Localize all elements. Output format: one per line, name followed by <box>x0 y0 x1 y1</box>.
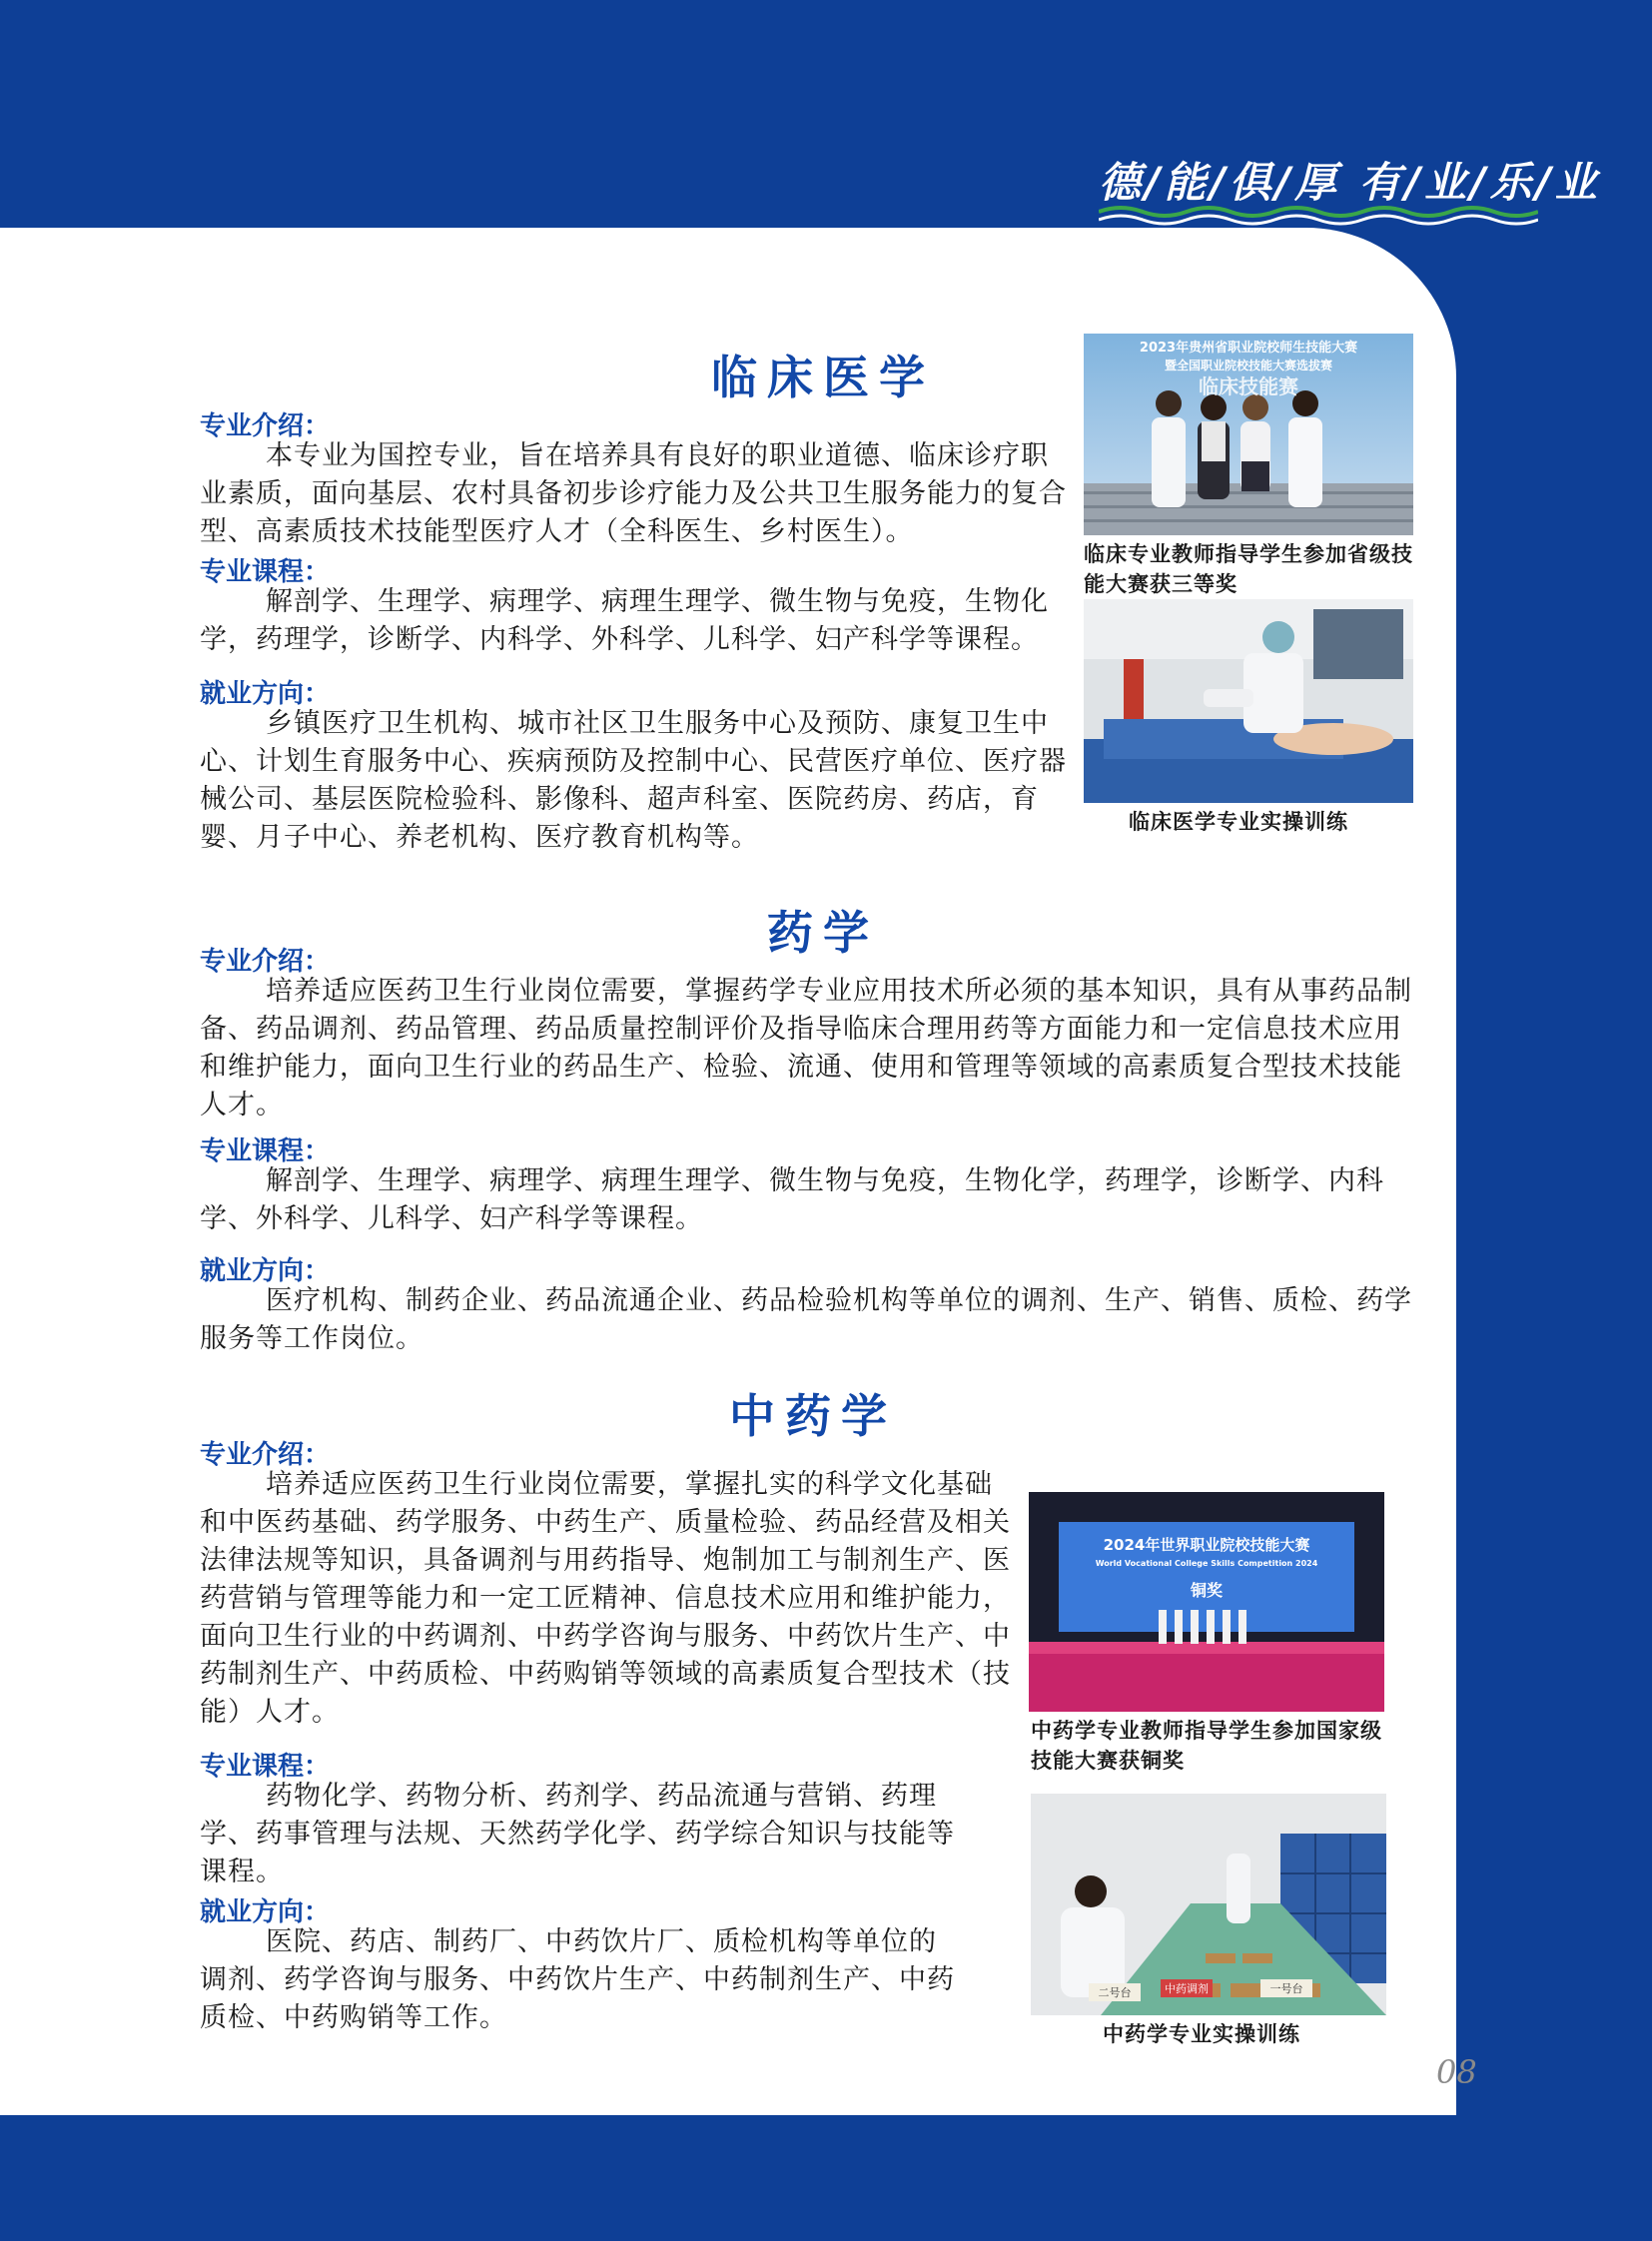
photo-clinical-practice-caption: 临床医学专业实操训练 <box>1129 810 1348 834</box>
photo-clinical-award <box>1084 334 1413 535</box>
pharmacy-courses-text: 解剖学、生理学、病理学、病理生理学、微生物与免疫，生物化学，药理学，诊断学、内科学、外科学、儿科学、妇产科学等课程。 <box>200 1165 1384 1234</box>
tcm-courses-label: 专业课程： <box>200 1752 331 1782</box>
photo4-sign-station1: 一号台 <box>1269 1982 1303 1995</box>
pharmacy-jobs-label: 就业方向： <box>200 1256 331 1286</box>
clinical-jobs-text: 乡镇医疗卫生机构、城市社区卫生服务中心及预防、康复卫生中心、计划生育服务中心、疾病预防及控制中心、民营医疗单位、医疗器械公司、基层医院检验科、影像科、超声科室、医院药房、药店，育婴、月子中心、养老机构、医疗教育机构等。 <box>200 708 1067 853</box>
photo-clinical-practice <box>1084 599 1413 803</box>
photo4-sign-station2: 二号台 <box>1098 1986 1132 1999</box>
photo1-banner-line2: 暨全国职业院校技能大赛选拔赛 <box>1164 359 1333 373</box>
tcm-jobs-label: 就业方向： <box>200 1897 331 1927</box>
photo3-banner-line2: World Vocational College Skills Competition 2024 <box>1095 1559 1318 1568</box>
clinical-intro-text: 本专业为国控专业，旨在培养具有良好的职业道德、临床诊疗职业素质，面向基层、农村具备初步诊疗能力及公共卫生服务能力的复合型、高素质技术技能型医疗人才（全科医生、乡村医生）。 <box>200 440 1067 547</box>
photo3-banner-line1: 2024年世界职业院校技能大赛 <box>1103 1536 1310 1554</box>
photo4-sign-dispensing: 中药调剂 <box>1165 1982 1209 1995</box>
tcm-intro-text: 培养适应医药卫生行业岗位需要，掌握扎实的科学文化基础和中医药基础、药学服务、中药生产、质量检验、药品经营及相关法律法规等知识，具备调剂与用药指导、炮制加工与制剂生产、医药营销与管理等能力和一定工匠精神、信息技术应用和维护能力，面向卫生行业的中药调剂、中药学咨询与服务、中药饮片生产、中药制剂生产、中药质检、中药购销等领域的高素质复合型技术（技能）人才。 <box>200 1469 1011 1728</box>
photo1-banner-line3: 临床技能赛 <box>1199 374 1298 398</box>
pharmacy-jobs-text: 医疗机构、制药企业、药品流通企业、药品检验机构等单位的调剂、生产、销售、质检、药学服务等工作岗位。 <box>200 1285 1412 1354</box>
header-wave-decoration <box>1099 204 1538 226</box>
header-motto: 德/能/俱/厚 有/业/乐/业 <box>1099 158 1601 207</box>
tcm-intro-label: 专业介绍： <box>200 1440 331 1470</box>
section-title-clinical-medicine: 临床医学 <box>711 351 935 404</box>
clinical-jobs-label: 就业方向： <box>200 679 331 709</box>
photo-tcm-practice <box>1031 1794 1386 2015</box>
clinical-courses-label: 专业课程： <box>200 557 331 587</box>
clinical-courses-text: 解剖学、生理学、病理学、病理生理学、微生物与免疫，生物化学，药理学，诊断学、内科学、外科学、儿科学、妇产科学等课程。 <box>200 586 1049 655</box>
tcm-jobs-text: 医院、药店、制药厂、中药饮片厂、质检机构等单位的调剂、药学咨询与服务、中药饮片生产、中药制剂生产、中药质检、中药购销等工作。 <box>200 1926 955 2033</box>
pharmacy-courses-label: 专业课程： <box>200 1136 331 1166</box>
pharmacy-intro-text: 培养适应医药卫生行业岗位需要，掌握药学专业应用技术所必须的基本知识，具有从事药品制备、药品调剂、药品管理、药品质量控制评价及指导临床合理用药等方面能力和一定信息技术应用和维护能力，面向卫生行业的药品生产、检验、流通、使用和管理等领域的高素质复合型技术技能人才。 <box>200 976 1412 1120</box>
photo-tcm-award-caption: 中药学专业教师指导学生参加国家级技能大赛获铜奖 <box>1031 1719 1382 1773</box>
photo3-banner-line3: 铜奖 <box>1190 1581 1224 1600</box>
photo1-banner-line1: 2023年贵州省职业院校师生技能大赛 <box>1139 341 1358 356</box>
tcm-courses-text: 药物化学、药物分析、药剂学、药品流通与营销、药理学、药事管理与法规、天然药学化学、药学综合知识与技能等课程。 <box>200 1781 955 1887</box>
clinical-intro-label: 专业介绍： <box>200 411 331 441</box>
page-number: 08 <box>1436 2053 1477 2091</box>
photo-clinical-award-caption: 临床专业教师指导学生参加省级技能大赛获三等奖 <box>1084 542 1413 596</box>
photo-tcm-award <box>1029 1492 1384 1712</box>
pharmacy-intro-label: 专业介绍： <box>200 947 331 977</box>
photo-tcm-practice-caption: 中药学专业实操训练 <box>1103 2022 1300 2046</box>
section-title-tcm-pharmacy: 中药学 <box>729 1389 897 1443</box>
section-title-pharmacy: 药学 <box>767 906 879 960</box>
